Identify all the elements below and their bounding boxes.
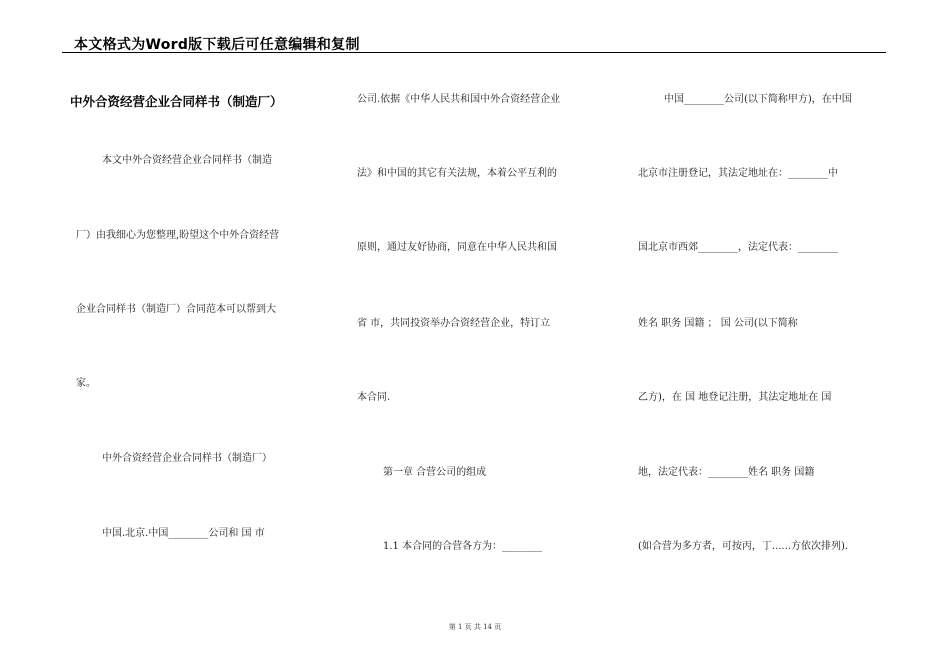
chapter-heading: 第一章 合营公司的组成 — [383, 467, 487, 478]
paragraph-line: 中国________公司(以下简称甲方)，在中国 — [664, 94, 852, 105]
column-2 — [357, 0, 612, 620]
paragraph-line: 国北京市西郊________，法定代表：________ — [638, 242, 838, 253]
paragraph-line: 地，法定代表：________姓名 职务 国籍 — [638, 467, 815, 478]
paragraph-line: 企业合同样书（制造厂）合同范本可以帮到大 — [76, 304, 276, 315]
column-1 — [76, 0, 331, 620]
paragraph-line: 省 市，共同投资举办合资经营企业，特订立 — [357, 318, 551, 329]
paragraph-line: 本合同. — [357, 392, 391, 403]
paragraph-line: 公司.依据《中华人民共和国中外合资经营企业 — [357, 94, 561, 105]
paragraph-line: 家。 — [76, 378, 96, 389]
paragraph-line: 1.1 本合同的合营各方为：________ — [383, 541, 543, 552]
document-title: 中外合资经营企业合同样书（制造厂） — [70, 94, 283, 109]
paragraph-line: (如合营为多方者，可按丙，丁......方依次排列). — [638, 541, 849, 552]
column-3 — [638, 0, 893, 620]
paragraph-line: 本文中外合资经营企业合同样书（制造 — [102, 155, 272, 166]
paragraph-line: 原则，通过友好协商，同意在中华人民共和国 — [357, 242, 557, 253]
paragraph-line: 中国.北京.中国________公司和 国 市 — [102, 528, 265, 539]
paragraph-line: 中外合资经营企业合同样书（制造厂） — [102, 453, 272, 464]
page-number-footer: 第 1 页 共 14 页 — [448, 623, 502, 631]
paragraph-line: 北京市注册登记，其法定地址在：________中 — [638, 168, 838, 179]
paragraph-line: 厂）由我细心为您整理,盼望这个中外合资经营 — [76, 230, 280, 241]
download-banner: 本文格式为Word版下载后可任意编辑和复制 — [74, 37, 360, 53]
paragraph-line: 姓名 职务 国籍 ； 国 公司(以下简称 — [638, 318, 798, 329]
paragraph-line: 乙方)，在 国 地登记注册，其法定地址在 国 — [638, 392, 832, 403]
paragraph-line: 法》和中国的其它有关法规，本着公平互利的 — [357, 168, 557, 179]
